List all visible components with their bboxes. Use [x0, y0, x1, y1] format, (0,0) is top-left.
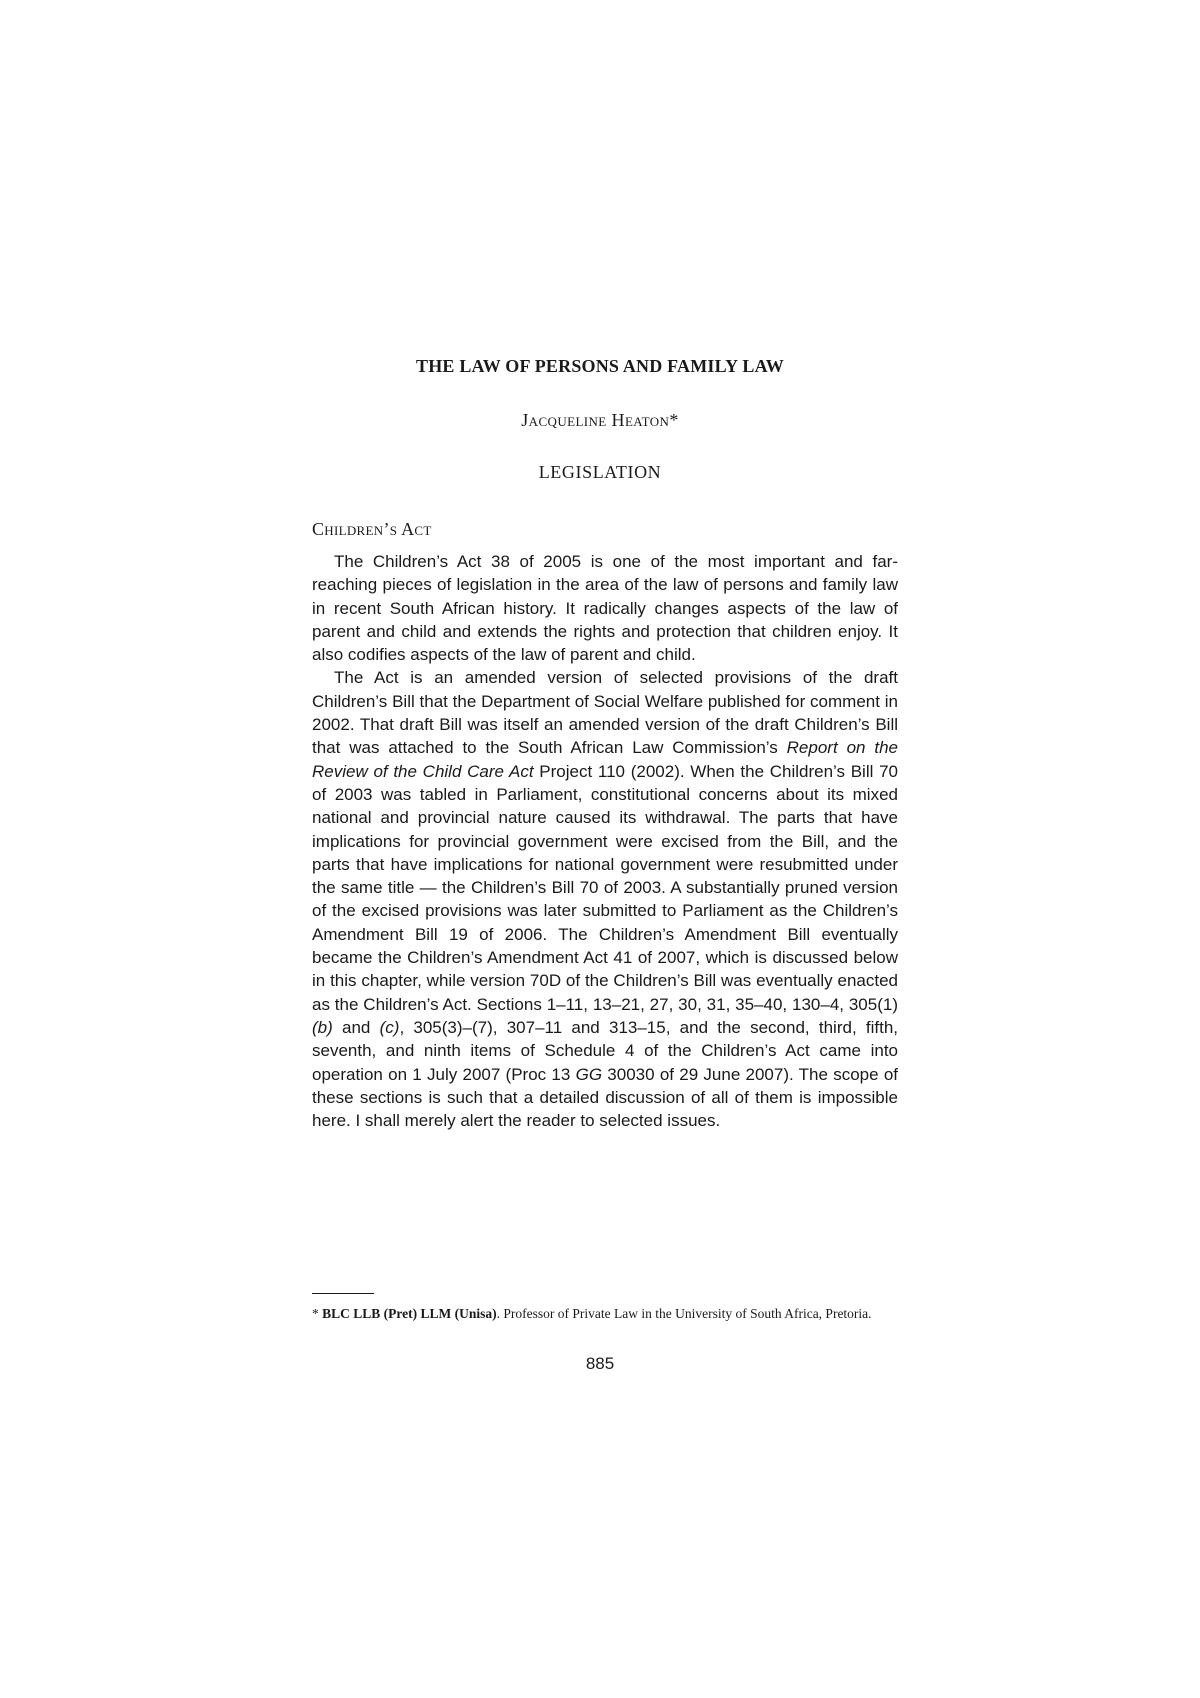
section-heading: LEGISLATION: [538, 462, 662, 482]
footnote-marker: *: [312, 1306, 319, 1321]
footnote-rule: [312, 1293, 374, 1294]
footnote-degrees: BLC LLB (Pret) LLM (Unisa): [322, 1306, 497, 1321]
paragraph-2-part-c: , 305(3)–(7), 307–11 and 313–15, and the second, third, fifth, seventh, and ninth items of Schedule 4 of the Children’s Act came into operation on 1 July 2007 (Proc 13: [312, 1017, 899, 1084]
page-number: 885: [585, 1354, 615, 1373]
footnote-text: . Professor of Private Law in the University of South Africa, Pretoria.: [496, 1306, 872, 1321]
paragraph-1: The Children’s Act 38 of 2005 is one of the most important and far-reaching pieces of legislation in the area of the law of persons and family law in recent South African history. It radically changes aspects of the law of parent and child and extends the rights and protection that children enjoy. It also codifies aspects of the law of parent and child.: [312, 552, 898, 665]
author-name: Jacqueline Heaton*: [521, 410, 679, 430]
government-gazette-abbr: GG: [575, 1064, 603, 1084]
subparagraph-b: (b): [312, 1017, 333, 1037]
paragraph-2-part-b: Project 110 (2002). When the Children’s Bill 70 of 2003 was tabled in Parliament, constitutional concerns about its mixed national and provincial nature caused its withdrawal. The parts that have implications for provincial government were excised from the Bill, and the parts that have implications for national government were resubmitted under the same title — the Children’s Bill 70 of 2003. A substantially pruned version of the excised provisions was later submitted to Parliament as the Children’s Amendment Bill 19 of 2006. The Children’s Amendment Bill eventually became the Children’s Amendment Act 41 of 2007, which is discussed below in this chapter, while version 70D of the Children’s Bill was eventually enacted as the Children’s Act. Sections 1–11, 13–21, 27, 30, 31, 35–40, 130–4, 305(1): [312, 761, 898, 1014]
chapter-title: THE LAW OF PERSONS AND FAMILY LAW: [416, 356, 784, 376]
paragraph-2-part-a: The Act is an amended version of selected provisions of the draft Children’s Bill that the Department of Social Welfare published for comment in 2002. That draft Bill was itself an amended version of the draft Children’s Bill that was attached to the South African Law Commission’s: [312, 668, 898, 758]
body-text: [312, 550, 898, 1132]
subsection-heading: Children’s Act: [312, 519, 432, 539]
subparagraph-c: (c): [379, 1017, 400, 1037]
paragraph-2-part-d: 30030 of 29 June 2007). The scope of these sections is such that a detailed discussion of all of them is impossible here. I shall merely alert the reader to selected issues.: [312, 1064, 899, 1131]
footnote: [312, 1304, 898, 1324]
paragraph-2-and: and: [332, 1017, 380, 1037]
paragraph-2: [312, 666, 898, 1132]
report-title: Report on the Review of the Child Care Act: [312, 738, 898, 781]
